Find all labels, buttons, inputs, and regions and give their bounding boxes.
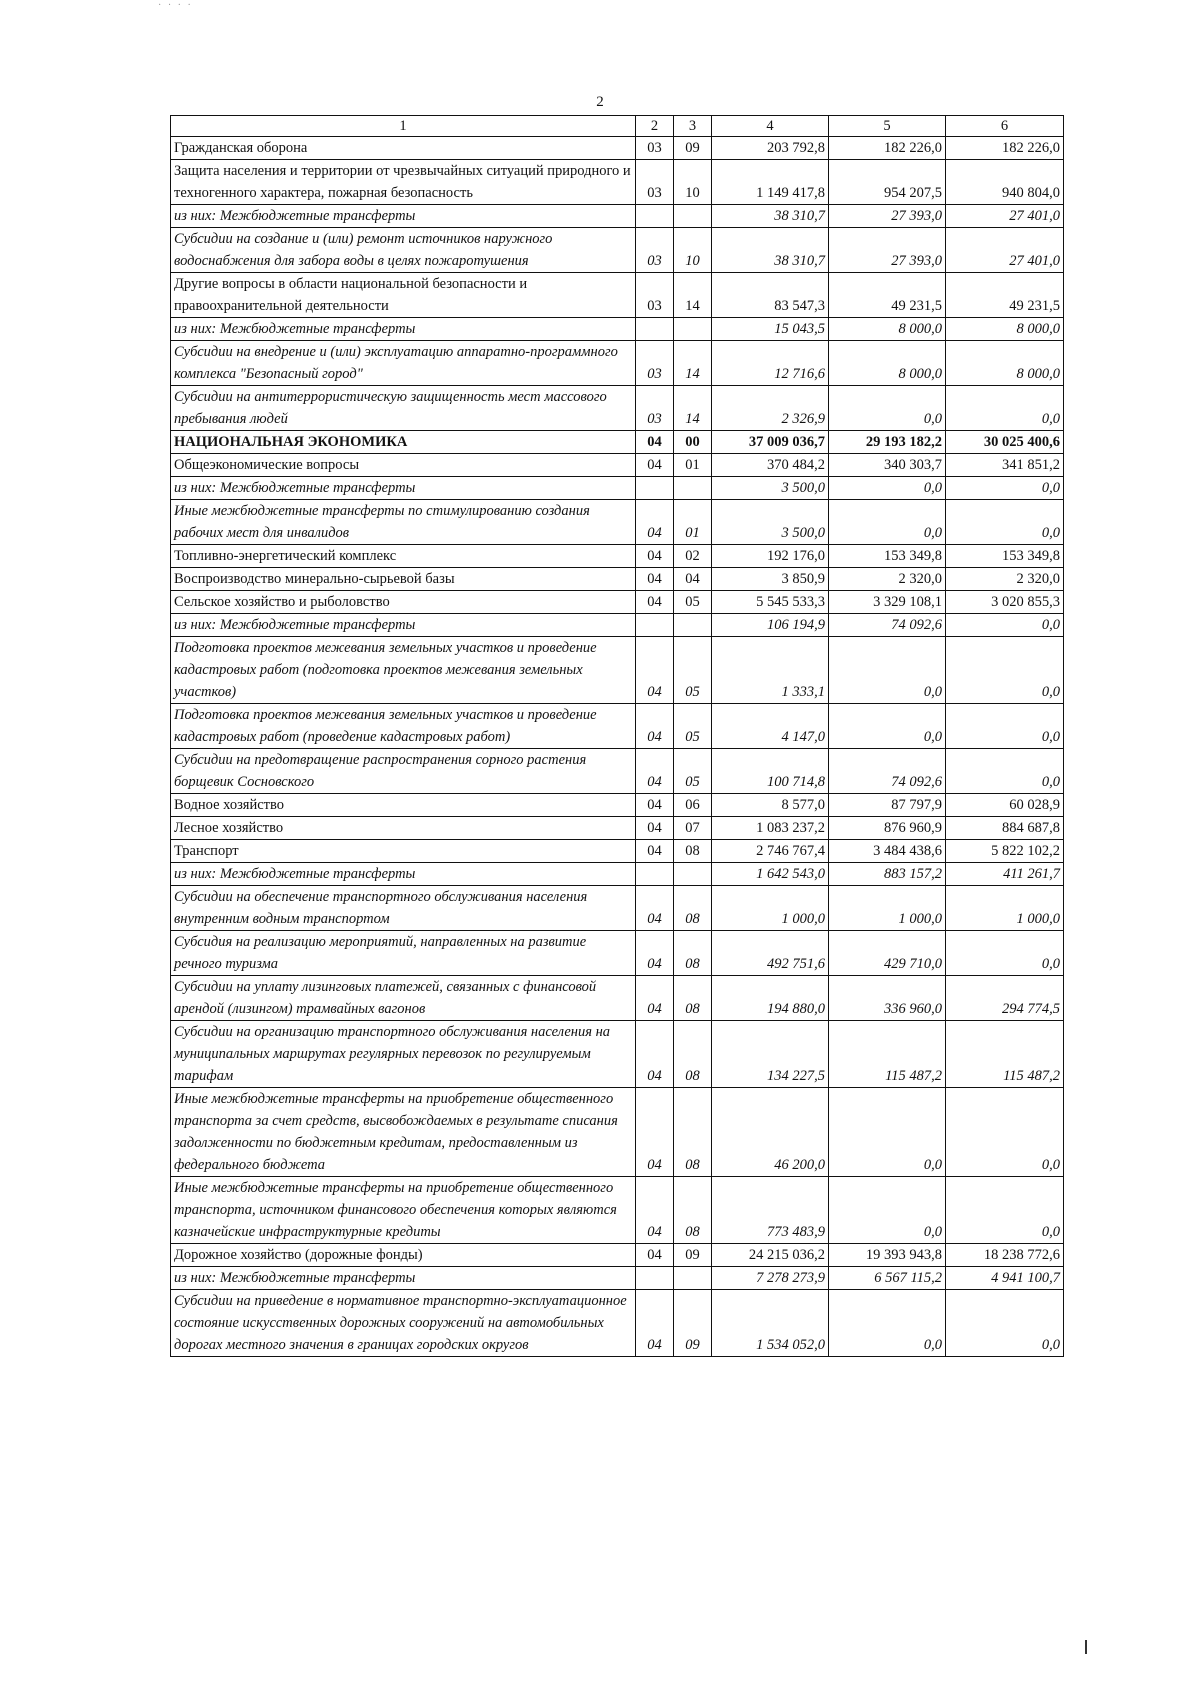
row-label: Субсидии на предотвращение распространения сорного растения борщевик Сосновского	[171, 749, 636, 794]
table-row	[171, 431, 1064, 454]
value-col6: 60 028,9	[946, 794, 1064, 817]
subsection-code: 08	[674, 1021, 712, 1088]
subsection-code	[674, 205, 712, 228]
value-col6: 8 000,0	[946, 341, 1064, 386]
row-label: Гражданская оборона	[171, 137, 636, 160]
value-col4: 8 577,0	[712, 794, 829, 817]
row-label: Иные межбюджетные трансферты на приобретение общественного транспорта, источником финансового обеспечения которых являются казначейские инфраструктурные кредиты	[171, 1177, 636, 1244]
section-code: 03	[636, 160, 674, 205]
section-code: 04	[636, 500, 674, 545]
section-code	[636, 1267, 674, 1290]
value-col4: 3 850,9	[712, 568, 829, 591]
section-code	[636, 614, 674, 637]
row-label: из них: Межбюджетные трансферты	[171, 318, 636, 341]
table-row	[171, 386, 1064, 431]
subsection-code: 05	[674, 591, 712, 614]
row-label: из них: Межбюджетные трансферты	[171, 1267, 636, 1290]
value-col5: 883 157,2	[829, 863, 946, 886]
row-label: Иные межбюджетные трансферты по стимулированию создания рабочих мест для инвалидов	[171, 500, 636, 545]
value-col6: 0,0	[946, 614, 1064, 637]
section-code: 04	[636, 817, 674, 840]
section-code: 04	[636, 794, 674, 817]
value-col6: 0,0	[946, 500, 1064, 545]
subsection-code	[674, 1267, 712, 1290]
row-label: из них: Межбюджетные трансферты	[171, 614, 636, 637]
subsection-code: 14	[674, 341, 712, 386]
value-col4: 46 200,0	[712, 1088, 829, 1177]
section-code: 04	[636, 1088, 674, 1177]
section-code: 04	[636, 931, 674, 976]
value-col5: 3 329 108,1	[829, 591, 946, 614]
row-label: Субсидия на реализацию мероприятий, направленных на развитие речного туризма	[171, 931, 636, 976]
header-cell: 4	[712, 116, 829, 137]
table-row	[171, 454, 1064, 477]
subsection-code: 07	[674, 817, 712, 840]
table-row	[171, 863, 1064, 886]
table-row	[171, 1021, 1064, 1088]
subsection-code: 09	[674, 1290, 712, 1357]
row-label: Иные межбюджетные трансферты на приобретение общественного транспорта за счет средств, высвобождаемых в результате списания задолженности по бюджетным кредитам, предоставленным из федерального бюджета	[171, 1088, 636, 1177]
table-header-row	[171, 116, 1064, 137]
table-row	[171, 794, 1064, 817]
value-col6: 411 261,7	[946, 863, 1064, 886]
subsection-code: 09	[674, 137, 712, 160]
value-col4: 1 642 543,0	[712, 863, 829, 886]
value-col6: 0,0	[946, 1177, 1064, 1244]
value-col5: 27 393,0	[829, 228, 946, 273]
subsection-code: 08	[674, 1088, 712, 1177]
row-label: Субсидии на уплату лизинговых платежей, связанных с финансовой арендой (лизингом) трамвайных вагонов	[171, 976, 636, 1021]
subsection-code	[674, 477, 712, 500]
row-label: Субсидии на создание и (или) ремонт источников наружного водоснабжения для забора воды в целях пожаротушения	[171, 228, 636, 273]
value-col4: 106 194,9	[712, 614, 829, 637]
value-col5: 336 960,0	[829, 976, 946, 1021]
value-col5: 0,0	[829, 704, 946, 749]
value-col5: 27 393,0	[829, 205, 946, 228]
subsection-code: 09	[674, 1244, 712, 1267]
table-row	[171, 160, 1064, 205]
value-col6: 182 226,0	[946, 137, 1064, 160]
value-col4: 5 545 533,3	[712, 591, 829, 614]
header-cell: 2	[636, 116, 674, 137]
row-label: Водное хозяйство	[171, 794, 636, 817]
value-col4: 4 147,0	[712, 704, 829, 749]
table-row	[171, 1267, 1064, 1290]
subsection-code: 05	[674, 749, 712, 794]
table-row	[171, 591, 1064, 614]
page-number: 2	[596, 94, 604, 110]
value-col5: 153 349,8	[829, 545, 946, 568]
value-col6: 1 000,0	[946, 886, 1064, 931]
header-cell: 6	[946, 116, 1064, 137]
value-col5: 429 710,0	[829, 931, 946, 976]
value-col5: 8 000,0	[829, 318, 946, 341]
value-col6: 940 804,0	[946, 160, 1064, 205]
value-col5: 3 484 438,6	[829, 840, 946, 863]
row-label: НАЦИОНАЛЬНАЯ ЭКОНОМИКА	[171, 431, 636, 454]
value-col5: 340 303,7	[829, 454, 946, 477]
row-label: Субсидии на обеспечение транспортного обслуживания населения внутренним водным транспортом	[171, 886, 636, 931]
subsection-code: 14	[674, 386, 712, 431]
value-col6: 3 020 855,3	[946, 591, 1064, 614]
value-col6: 27 401,0	[946, 205, 1064, 228]
value-col6: 8 000,0	[946, 318, 1064, 341]
value-col5: 0,0	[829, 1177, 946, 1244]
table-row	[171, 137, 1064, 160]
value-col6: 0,0	[946, 386, 1064, 431]
section-code	[636, 863, 674, 886]
value-col6: 0,0	[946, 637, 1064, 704]
table-row	[171, 1290, 1064, 1357]
value-col5: 0,0	[829, 1088, 946, 1177]
value-col5: 29 193 182,2	[829, 431, 946, 454]
value-col6: 153 349,8	[946, 545, 1064, 568]
section-code: 03	[636, 341, 674, 386]
value-col6: 0,0	[946, 749, 1064, 794]
value-col4: 370 484,2	[712, 454, 829, 477]
value-col4: 134 227,5	[712, 1021, 829, 1088]
value-col4: 3 500,0	[712, 500, 829, 545]
table-row	[171, 886, 1064, 931]
value-col4: 24 215 036,2	[712, 1244, 829, 1267]
section-code: 04	[636, 1021, 674, 1088]
section-code: 04	[636, 1177, 674, 1244]
subsection-code: 06	[674, 794, 712, 817]
section-code: 04	[636, 749, 674, 794]
value-col5: 8 000,0	[829, 341, 946, 386]
subsection-code: 01	[674, 500, 712, 545]
table-row	[171, 1244, 1064, 1267]
scan-mark: · · · ·	[158, 0, 193, 11]
value-col4: 1 000,0	[712, 886, 829, 931]
value-col4: 83 547,3	[712, 273, 829, 318]
section-code: 04	[636, 840, 674, 863]
subsection-code: 10	[674, 160, 712, 205]
section-code: 04	[636, 704, 674, 749]
subsection-code: 04	[674, 568, 712, 591]
subsection-code: 08	[674, 931, 712, 976]
table-row	[171, 1088, 1064, 1177]
table-row	[171, 840, 1064, 863]
value-col5: 0,0	[829, 386, 946, 431]
value-col5: 876 960,9	[829, 817, 946, 840]
table-row	[171, 477, 1064, 500]
value-col4: 2 746 767,4	[712, 840, 829, 863]
subsection-code: 08	[674, 1177, 712, 1244]
row-label: из них: Межбюджетные трансферты	[171, 863, 636, 886]
table-row	[171, 1177, 1064, 1244]
scan-edge-mark	[1085, 1640, 1087, 1654]
row-label: Субсидии на внедрение и (или) эксплуатацию аппаратно-программного комплекса "Безопасный город"	[171, 341, 636, 386]
row-label: Общеэкономические вопросы	[171, 454, 636, 477]
value-col6: 0,0	[946, 704, 1064, 749]
value-col5: 954 207,5	[829, 160, 946, 205]
section-code	[636, 318, 674, 341]
value-col5: 2 320,0	[829, 568, 946, 591]
row-label: Защита населения и территории от чрезвычайных ситуаций природного и техногенного характера, пожарная безопасность	[171, 160, 636, 205]
value-col4: 12 716,6	[712, 341, 829, 386]
table-row	[171, 273, 1064, 318]
table-row	[171, 614, 1064, 637]
value-col5: 74 092,6	[829, 614, 946, 637]
table-row	[171, 976, 1064, 1021]
value-col4: 1 333,1	[712, 637, 829, 704]
value-col6: 2 320,0	[946, 568, 1064, 591]
value-col4: 7 278 273,9	[712, 1267, 829, 1290]
section-code	[636, 205, 674, 228]
row-label: Транспорт	[171, 840, 636, 863]
section-code: 04	[636, 591, 674, 614]
table-row	[171, 500, 1064, 545]
section-code: 04	[636, 568, 674, 591]
row-label: из них: Межбюджетные трансферты	[171, 477, 636, 500]
table-row	[171, 568, 1064, 591]
value-col4: 1 083 237,2	[712, 817, 829, 840]
value-col6: 884 687,8	[946, 817, 1064, 840]
section-code: 04	[636, 886, 674, 931]
value-col4: 37 009 036,7	[712, 431, 829, 454]
section-code: 04	[636, 454, 674, 477]
table-row	[171, 318, 1064, 341]
subsection-code: 08	[674, 976, 712, 1021]
value-col5: 0,0	[829, 1290, 946, 1357]
table-row	[171, 228, 1064, 273]
subsection-code: 10	[674, 228, 712, 273]
value-col6: 0,0	[946, 477, 1064, 500]
value-col6: 341 851,2	[946, 454, 1064, 477]
row-label: Подготовка проектов межевания земельных участков и проведение кадастровых работ (проведение кадастровых работ)	[171, 704, 636, 749]
value-col5: 0,0	[829, 477, 946, 500]
subsection-code	[674, 318, 712, 341]
table-row	[171, 704, 1064, 749]
section-code: 04	[636, 431, 674, 454]
subsection-code: 08	[674, 886, 712, 931]
value-col5: 182 226,0	[829, 137, 946, 160]
value-col4: 15 043,5	[712, 318, 829, 341]
table-row	[171, 545, 1064, 568]
value-col6: 49 231,5	[946, 273, 1064, 318]
value-col5: 6 567 115,2	[829, 1267, 946, 1290]
section-code: 03	[636, 273, 674, 318]
section-code: 03	[636, 228, 674, 273]
row-label: из них: Межбюджетные трансферты	[171, 205, 636, 228]
table-row	[171, 205, 1064, 228]
section-code: 04	[636, 637, 674, 704]
section-code: 04	[636, 545, 674, 568]
section-code: 04	[636, 976, 674, 1021]
row-label: Дорожное хозяйство (дорожные фонды)	[171, 1244, 636, 1267]
subsection-code: 05	[674, 637, 712, 704]
row-label: Воспроизводство минерально-сырьевой базы	[171, 568, 636, 591]
value-col4: 192 176,0	[712, 545, 829, 568]
value-col5: 87 797,9	[829, 794, 946, 817]
value-col6: 18 238 772,6	[946, 1244, 1064, 1267]
section-code: 04	[636, 1244, 674, 1267]
table-row	[171, 817, 1064, 840]
row-label: Подготовка проектов межевания земельных участков и проведение кадастровых работ (подготовка проектов межевания земельных участков)	[171, 637, 636, 704]
value-col6: 30 025 400,6	[946, 431, 1064, 454]
budget-table	[170, 115, 1064, 1357]
value-col6: 27 401,0	[946, 228, 1064, 273]
subsection-code: 01	[674, 454, 712, 477]
value-col5: 74 092,6	[829, 749, 946, 794]
value-col5: 19 393 943,8	[829, 1244, 946, 1267]
value-col6: 0,0	[946, 931, 1064, 976]
value-col6: 0,0	[946, 1088, 1064, 1177]
value-col4: 100 714,8	[712, 749, 829, 794]
subsection-code: 08	[674, 840, 712, 863]
value-col5: 49 231,5	[829, 273, 946, 318]
subsection-code	[674, 863, 712, 886]
value-col4: 3 500,0	[712, 477, 829, 500]
row-label: Сельское хозяйство и рыболовство	[171, 591, 636, 614]
row-label: Другие вопросы в области национальной безопасности и правоохранительной деятельности	[171, 273, 636, 318]
table-row	[171, 341, 1064, 386]
value-col6: 294 774,5	[946, 976, 1064, 1021]
row-label: Субсидии на антитеррористическую защищенность мест массового пребывания людей	[171, 386, 636, 431]
value-col4: 1 149 417,8	[712, 160, 829, 205]
value-col4: 1 534 052,0	[712, 1290, 829, 1357]
value-col4: 38 310,7	[712, 205, 829, 228]
value-col5: 1 000,0	[829, 886, 946, 931]
section-code: 03	[636, 137, 674, 160]
subsection-code	[674, 614, 712, 637]
table-row	[171, 637, 1064, 704]
row-label: Лесное хозяйство	[171, 817, 636, 840]
subsection-code: 00	[674, 431, 712, 454]
value-col6: 0,0	[946, 1290, 1064, 1357]
header-cell: 3	[674, 116, 712, 137]
header-cell: 1	[171, 116, 636, 137]
value-col4: 194 880,0	[712, 976, 829, 1021]
section-code	[636, 477, 674, 500]
section-code: 04	[636, 1290, 674, 1357]
value-col6: 115 487,2	[946, 1021, 1064, 1088]
value-col4: 2 326,9	[712, 386, 829, 431]
value-col4: 203 792,8	[712, 137, 829, 160]
table-row	[171, 749, 1064, 794]
row-label: Субсидии на приведение в нормативное транспортно-эксплуатационное состояние искусственных дорожных сооружений на автомобильных дорогах местного значения в границах городских округов	[171, 1290, 636, 1357]
value-col5: 0,0	[829, 500, 946, 545]
value-col6: 5 822 102,2	[946, 840, 1064, 863]
value-col4: 492 751,6	[712, 931, 829, 976]
subsection-code: 14	[674, 273, 712, 318]
value-col5: 0,0	[829, 637, 946, 704]
header-cell: 5	[829, 116, 946, 137]
value-col4: 773 483,9	[712, 1177, 829, 1244]
row-label: Топливно-энергетический комплекс	[171, 545, 636, 568]
table-row	[171, 931, 1064, 976]
row-label: Субсидии на организацию транспортного обслуживания населения на муниципальных маршрутах регулярных перевозок по регулируемым тарифам	[171, 1021, 636, 1088]
value-col6: 4 941 100,7	[946, 1267, 1064, 1290]
value-col4: 38 310,7	[712, 228, 829, 273]
subsection-code: 05	[674, 704, 712, 749]
subsection-code: 02	[674, 545, 712, 568]
section-code: 03	[636, 386, 674, 431]
value-col5: 115 487,2	[829, 1021, 946, 1088]
